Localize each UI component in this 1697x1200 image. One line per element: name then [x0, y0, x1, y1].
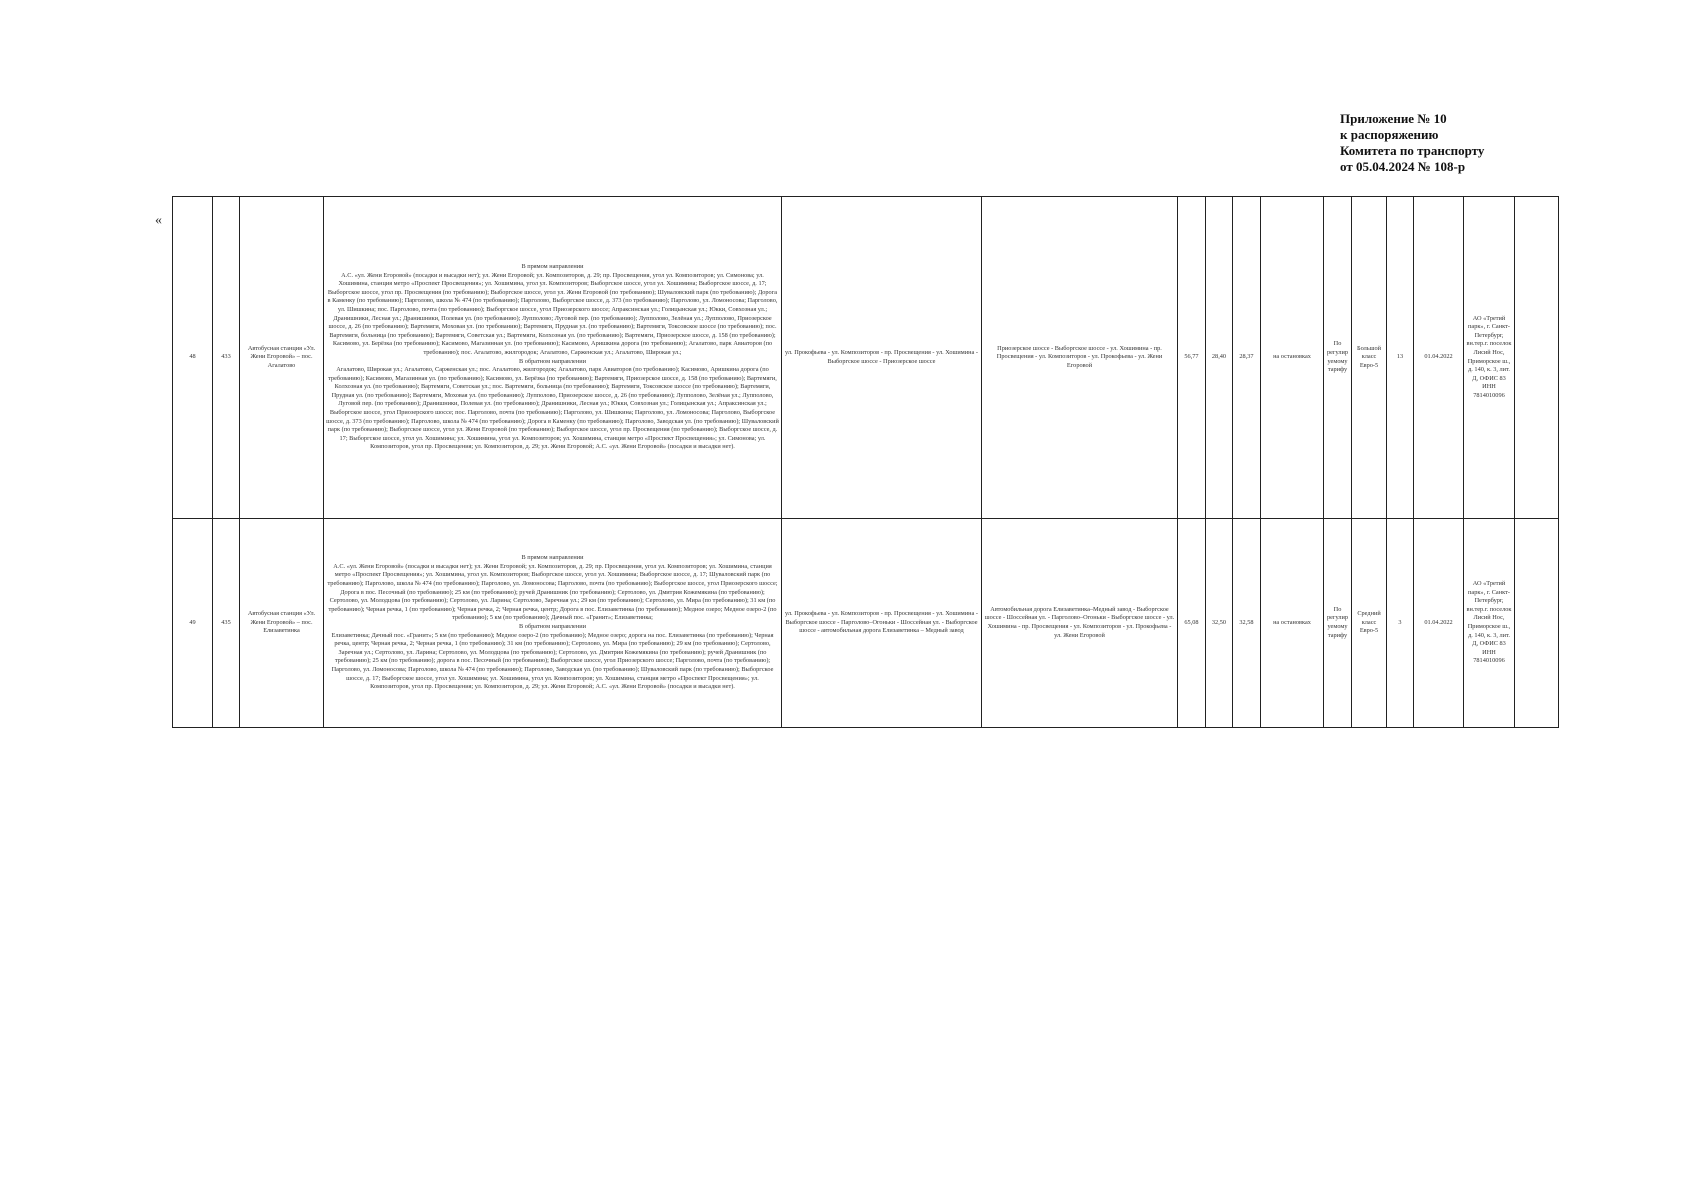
backward-stops-list: Агалатово, Широкая ул.; Агалатово, Сарженская ул.; пос. Агалатово, жилгородок; Агалатово, парк Авиаторов (по требованию); Касимово, Аришкина дорога (по требованию); Касимово, Магазинная ул. (по требованию); Касимово, ул. Берёзка (по требованию); Вартемяги, Приозерское шоссе, д. 158 (по требованию); Вартемяги, Колхозная ул. (по требованию); Вартемяги, Советская ул.; пос. Вартемяги, больница (по требованию); Вартемяги, Токсовское шоссе (по требованию); Вартемяги, Прудная ул. (по требованию); Вартемяги, Моховая ул. (по требованию); Лупполово, Приозерское шоссе, д. 26 (по требованию); Лупполово, Зелёная ул.; Лупполово, Луговой пер. (по требованию); Дранишники, Полевая ул. (по требованию); Дранишники, Лесная ул.; Юкки, Совхозная ул.; Голицынская ул.; Апраксинская ул.; Выборгское шоссе, угол Приозерского шоссе; пос. Парголово, почта (по требованию); Парголово, ул. Шишкина; Парголово, ул. Ломоносова; Парголово, Выборгское шоссе, д. 373 (по требованию); Парголово, школа № 474 (по требованию); Дорога в Каменку (по требованию); Парголово, Заводская ул. (по требованию); Шуваловский парк (по требованию); Выборгское шоссе, угол ул. Жени Егоровой (по требованию); Выборгское шоссе, угол пр. Просвещения (по требованию); Выборгское шоссе, д. 17; Выборгское шоссе, угол ул. Хошимина; ул. Хошимина, угол ул. Композиторов; ул. Хошимина, станция метро «Проспект Просвещения»; ул. Симонова; ул. Композиторов, угол пр. Просвещения; ул. Композиторов, д. 29; ул. Жени Егоровой; А.С. «ул. Жени Егоровой» (посадки и высадки нет).: [326, 366, 779, 451]
cell-tariff: По регулируемому тарифу: [1324, 519, 1352, 728]
cell-start-date: 01.04.2022: [1414, 197, 1464, 519]
cell-vehicle-count: 3: [1387, 519, 1414, 728]
cell-route-number: 433: [213, 197, 240, 519]
cell-start-date: 01.04.2022: [1414, 519, 1464, 728]
backward-stops-list: Елизаветинка; Дачный пос. «Гранит»; 5 км (по требованию); Медное озеро-2 (по требованию); Медное озеро; дорога на пос. Елизаветинка (по требованию); Черная речка, центр; Черная речка, 2; Черная речка, 1 (по требованию); 31 км (по требованию); Сертолово, ул. Мира (по требованию); 29 км (по требованию); Сертолово, Заречная ул.; Сертолово, ул. Ларина; Сертолово, ул. Молодцова (по требованию); Сертолово, ул. Дмитрия Кожемякина (по требованию); ручей Дранишник (по требованию); 25 км (по требованию); дорога в пос. Песочный (по требованию); Выборгское шоссе, угол Приозерского шоссе; Парголово, почта (по требованию); Парголово, ул. Ломоносова; Парголово, школа № 474 (по требованию); Парголово, Заводская ул. (по требованию); Шуваловский парк (по требованию); Выборгское шоссе, д. 17; Выборгское шоссе, угол ул. Хошимина; ул. Хошимина, угол ул. Композиторов; ул. Хошимина, станция метро «Проспект Просвещения»; ул. Композиторов, угол пр. Просвещения; ул. Композиторов, д. 29; ул. Жени Егоровой; А.С. «ул. Жени Егоровой» (посадки и высадки нет).: [331, 631, 774, 691]
cell-length-forward: 28,40: [1206, 197, 1233, 519]
cell-route-name: Автобусная станция «Ул. Жени Егоровой» – пос. Елизаветинка: [240, 519, 324, 728]
backward-direction-title: В обратном направлении: [519, 357, 586, 365]
cell-vehicle-class: Средний класс Евро-5: [1352, 519, 1387, 728]
cell-row-number: 49: [173, 519, 213, 728]
header-line-order: к распоряжению: [1340, 127, 1439, 142]
cell-route-name: Автобусная станция «Ул. Жени Егоровой» – пос. Агалатово: [240, 197, 324, 519]
table-row: [173, 197, 1559, 519]
cell-row-number: 48: [173, 197, 213, 519]
backward-direction-title: В обратном направлении: [519, 623, 586, 630]
cell-extra: [1515, 197, 1559, 519]
cell-vehicle-count: 13: [1387, 197, 1414, 519]
forward-stops-list: А.С. «ул. Жени Егоровой» (посадки и высадки нет); ул. Жени Егоровой; ул. Композиторов, д. 29; пр. Просвещения, угол ул. Композиторов; ул. Симонова; ул. Хошимина, станция метро «Проспект Просвещения»; ул. Хошимина, угол ул. Композиторов; Выборгское шоссе, угол ул. Хошимина; Выборгское шоссе, д. 17; Выборгское шоссе, угол пр. Просвещения (по требованию); Выборгское шоссе, угол ул. Жени Егоровой (по требованию); Шуваловский парк (по требованию); Дорога в Каменку (по требованию); Парголово, школа № 474 (по требованию); Парголово, Выборгское шоссе, д. 373 (по требованию); Парголово, ул. Ломоносова; Парголово, ул. Шишкина; пос. Парголово, почта (по требованию); Выборгское шоссе, угол Приозерского шоссе; Апраксинская ул.; Голицынская ул.; Юкки, Совхозная ул.; Дранишники, Лесная ул.; Дранишники, Полевая ул. (по требованию); Лупполово; Луговой пер. (по требованию); Лупполово, Зелёная ул.; Лупполово, Приозерское шоссе, д. 26 (по требованию); Вартемяги, Моховая ул. (по требованию); Вартемяги, Прудная ул. (по требованию); Вартемяги, Токсовское шоссе (по требованию); пос. Вартемяги, больница (по требованию); Вартемяги, Советская ул.; Вартемяги, Колхозная ул. (по требованию); Вартемяги, Приозерское шоссе, д. 158 (по требованию); Касимово, ул. Берёзка (по требованию); Касимово, Магазинная ул. (по требованию); Касимово, Аришкина дорога (по требованию); Агалатово, парк Авиаторов (по требованию); пос. Агалатово, жилгородок; Агалатово, Сарженская ул.; Агалатово, Широкая ул.;: [327, 271, 778, 356]
cell-route-stops: [324, 197, 782, 519]
cell-route-stops: [324, 519, 782, 728]
cell-stops-mode: на остановках: [1261, 197, 1324, 519]
table-row: [173, 519, 1559, 728]
cell-streets-forward: ул. Прокофьева - ул. Композиторов - пр. Просвещения - ул. Хошимина - Выборгское шоссе - Приозерское шоссе: [782, 197, 982, 519]
header-line-committee: Комитета по транспорту: [1340, 143, 1485, 158]
header-line-appendix: Приложение № 10: [1340, 111, 1447, 126]
document-header: [1340, 111, 1680, 175]
forward-direction-title: В прямом направлении: [521, 554, 584, 562]
cell-tariff: По регулируемому тарифу: [1324, 197, 1352, 519]
routes-table: [172, 196, 1559, 728]
cell-streets-backward: Приозерское шоссе - Выборгское шоссе - ул. Хошимина - пр. Просвещения - ул. Композиторов - ул. Прокофьева - ул. Жени Егоровой: [982, 197, 1178, 519]
opening-quote-mark: «: [155, 213, 162, 228]
cell-route-number: 435: [213, 519, 240, 728]
cell-carrier: АО «Третий парк», г. Санкт-Петербург, вн.тер.г. поселок Лисий Нос, Приморское ш., д. 140, к. 3, лит. Д, ОФИС 83 ИНН 7814010096: [1464, 197, 1515, 519]
cell-length-backward: 32,58: [1233, 519, 1261, 728]
cell-length-backward: 28,37: [1233, 197, 1261, 519]
cell-vehicle-class: Большой класс Евро-5: [1352, 197, 1387, 519]
cell-carrier: АО «Третий парк», г. Санкт-Петербург, вн.тер.г. поселок Лисий Нос, Приморское ш., д. 140, к. 3, лит. Д, ОФИС 83 ИНН 7814010096: [1464, 519, 1515, 728]
forward-stops-list: А.С. «ул. Жени Егоровой» (посадки и высадки нет); ул. Жени Егоровой; ул. Композиторов, д. 29; пр. Просвещения, угол ул. Композиторов; ул. Хошимина, станция метро «Проспект Просвещения»; ул. Хошимина, угол ул. Композиторов; Выборгское шоссе, угол ул. Хошимина; Выборгское шоссе, д. 17; Шуваловский парк (по требованию); Парголово, школа № 474 (по требованию); Парголово, ул. Ломоносова; Парголово, почта (по требованию); Выборгское шоссе, угол Приозерского шоссе; Дорога в пос. Песочный (по требованию); 25 км (по требованию); ручей Дранишник (по требованию); Сертолово, ул. Дмитрия Кожемякина (по требованию); Сертолово, ул. Молодцова (по требованию); Сертолово, ул. Ларина; Сертолово, Заречная ул.; 29 км (по требованию); Сертолово, ул. Мира (по требованию); 31 км (по требованию); Черная речка, 1 (по требованию); Черная речка, 2; Черная речка, центр; Дорога в пос. Елизаветинка (по требованию); Медное озеро; Медное озеро-2 (по требованию); 5 км (по требованию); Дачный пос. «Гранит»; Елизаветинка;: [327, 562, 778, 622]
forward-direction-title: В прямом направлении: [521, 262, 584, 270]
cell-streets-backward: Автомобильная дорога Елизаветинка–Медный завод - Выборгское шоссе - Шоссейная ул. - Парголово–Огоньки - Выборгское шоссе - ул. Хошимина - пр. Просвещения - ул. Композиторов - ул. Прокофьева - ул. Жени Егоровой: [982, 519, 1178, 728]
header-line-date: от 05.04.2024 № 108-р: [1340, 159, 1466, 174]
cell-length-forward: 32,50: [1206, 519, 1233, 728]
cell-length-total: 65,08: [1178, 519, 1206, 728]
cell-extra: [1515, 519, 1559, 728]
cell-streets-forward: ул. Прокофьева - ул. Композиторов - пр. Просвещения - ул. Хошимина - Выборгское шоссе - Парголово–Огоньки - Шоссейная ул. - Выборгское шоссе - автомобильная дорога Елизаветинка – Медный завод: [782, 519, 982, 728]
cell-stops-mode: на остановках: [1261, 519, 1324, 728]
cell-length-total: 56,77: [1178, 197, 1206, 519]
